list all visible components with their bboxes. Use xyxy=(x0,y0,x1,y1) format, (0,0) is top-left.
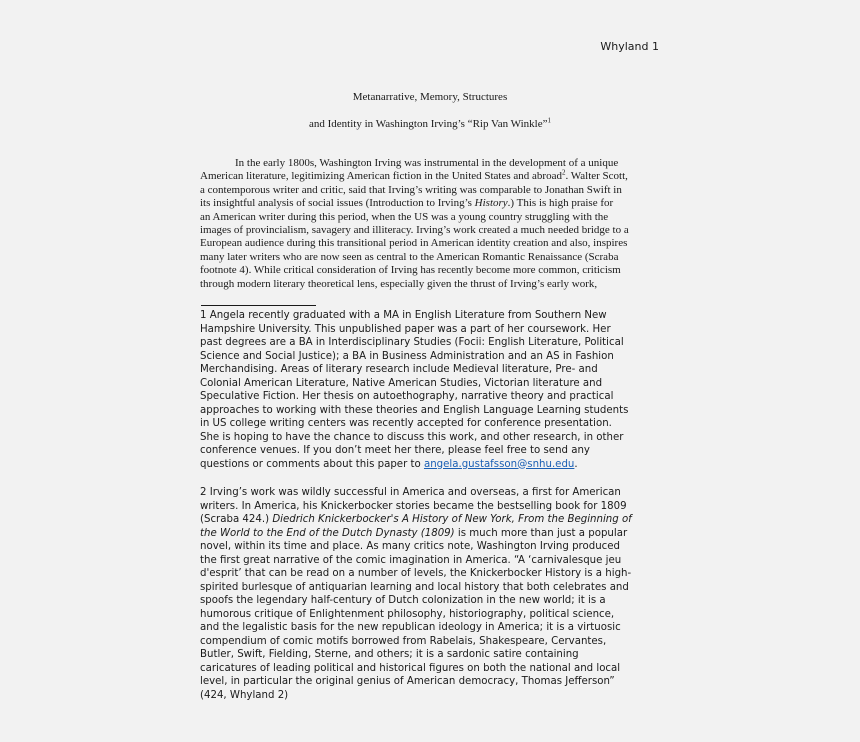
body-line-text: its insightful analysis of social issues (Introduction to Irving’s xyxy=(200,197,475,210)
footnote-separator xyxy=(201,305,316,306)
footnote-line: spirited burlesque of antiquarian learning and local history that both celebrates and xyxy=(200,581,629,593)
footnote-line: d'esprit’ that can be read on a number of levels, the Knickerbocker History is a high- xyxy=(200,568,632,579)
body-line-text: American literature, legitimizing American fiction in the United States and abroad xyxy=(200,170,562,183)
body-paragraph xyxy=(200,157,660,291)
body-line: through modern literary theoretical lens, especially given the thrust of Irving’s early work, xyxy=(200,277,598,290)
footnote-line xyxy=(200,527,670,541)
footnote-line: Colonial American Literature, Native American Studies, Victorian literature and xyxy=(200,377,603,389)
body-footnote-marker[interactable]: 2 xyxy=(561,168,566,177)
footnote-line: (424, Whyland 2) xyxy=(200,689,289,701)
footnote-line: Speculative Fiction. Her thesis on autoethography, narrative theory and practical xyxy=(200,391,614,402)
footnote-line: level, in particular the original genius of American democracy, Thomas Jefferson” xyxy=(200,676,615,687)
body-line xyxy=(200,197,660,210)
footnote-line: Butler, Swift, Fielding, Sterne, and others; it is a sardonic satire containing xyxy=(200,649,579,660)
footnote-line: approaches to working with these theories and English Language Learning students xyxy=(200,404,629,416)
footnote-line: spoofs the legendary half-century of Dutch colonization in the new world; it is a xyxy=(200,595,606,606)
footnote-1 xyxy=(200,309,670,471)
footnote-line xyxy=(200,458,670,472)
title-line-1: Metanarrative, Memory, Structures xyxy=(352,91,508,103)
footnote-line: She is hoping to have the chance to discuss this work, and other research, in other xyxy=(200,431,624,443)
body-line: an American writer during this period, when the US was a young country struggling with the xyxy=(200,210,609,223)
footnote-italic-title: Diedrich Knickerbocker's A History of New York, From the Beginning of xyxy=(272,514,632,525)
email-link[interactable]: angela.gustafsson@snhu.edu xyxy=(423,458,575,470)
body-line-tail: . Walter Scott, xyxy=(565,170,628,183)
footnote-italic-title: the World to the End of the Dutch Dynasty (1809) xyxy=(200,527,455,539)
title-footnote-marker[interactable]: 1 xyxy=(547,116,551,125)
footnote-line: 1 Angela recently graduated with a MA in English Literature from Southern New xyxy=(200,310,607,321)
footnote-line-text: questions or comments about this paper to xyxy=(200,458,424,470)
running-head: Whyland 1 xyxy=(600,40,659,53)
footnote-line: novel, within its time and place. As many critics note, Washington Irving produced xyxy=(200,541,621,552)
title-line-2 xyxy=(200,118,660,130)
title-line-2-text: and Identity in Washington Irving’s “Rip Van Winkle” xyxy=(308,118,548,130)
body-line-tail: .) This is high praise for xyxy=(507,197,614,210)
footnote-line-tail: . xyxy=(574,458,578,470)
footnote-line-text: (Scraba 424.) xyxy=(200,514,273,525)
body-line: images of provincialism, savagery and illiteracy. Irving’s work created a much needed bridge to a xyxy=(200,224,629,237)
body-line: European audience during this transitional period in American identity creation and also, inspires xyxy=(200,237,628,250)
body-italic-title: History xyxy=(474,197,508,210)
footnote-line: Merchandising. Areas of literary research include Medieval literature, Pre- and xyxy=(200,364,598,375)
footnote-line: Hampshire University. This unpublished paper was a part of her coursework. Her xyxy=(200,323,611,335)
footnote-line: and the legalistic basis for the new republican ideology in America; it is a virtuosic xyxy=(200,622,621,633)
body-line: many later writers who are now seen as central to the American Romantic Renaissance (Scraba xyxy=(200,250,619,263)
footnote-line: past degrees are a BA in Interdisciplinary Studies (Focii: English Literature, Political xyxy=(200,337,624,348)
footnote-line: compendium of comic motifs borrowed from Rabelais, Shakespeare, Cervantes, xyxy=(200,635,607,647)
footnote-2 xyxy=(200,486,670,702)
body-line: footnote 4). While critical consideration of Irving has recently become more common, criticism xyxy=(200,264,621,277)
body-line xyxy=(200,170,660,183)
body-line: a contemporous writer and critic, said that Irving’s writing was comparable to Jonathan Swift in xyxy=(200,183,622,196)
footnote-line: conference venues. If you don’t meet her there, please feel free to send any xyxy=(200,445,590,456)
footnote-line: humorous critique of Enlightenment philosophy, historiography, political science, xyxy=(200,608,615,620)
footnote-line-tail: is much more than just a popular xyxy=(454,527,628,539)
footnote-line: Science and Social Justice); a BA in Business Administration and an AS in Fashion xyxy=(200,350,614,362)
footnote-line: in US college writing centers was recently accepted for conference presentation. xyxy=(200,418,612,429)
footnote-line xyxy=(200,513,670,527)
body-line: In the early 1800s, Washington Irving was instrumental in the development of a unique xyxy=(235,157,619,169)
footnote-line: 2 Irving’s work was wildly successful in America and overseas, a first for American xyxy=(200,487,621,498)
footnote-line: writers. In America, his Knickerbocker stories became the bestselling book for 1809 xyxy=(200,500,627,512)
footnote-line: the first great narrative of the comic imagination in America. “A ‘carnivalesque jeu xyxy=(200,554,622,566)
footnote-line: caricatures of leading political and historical figures on both the national and local xyxy=(200,662,621,674)
